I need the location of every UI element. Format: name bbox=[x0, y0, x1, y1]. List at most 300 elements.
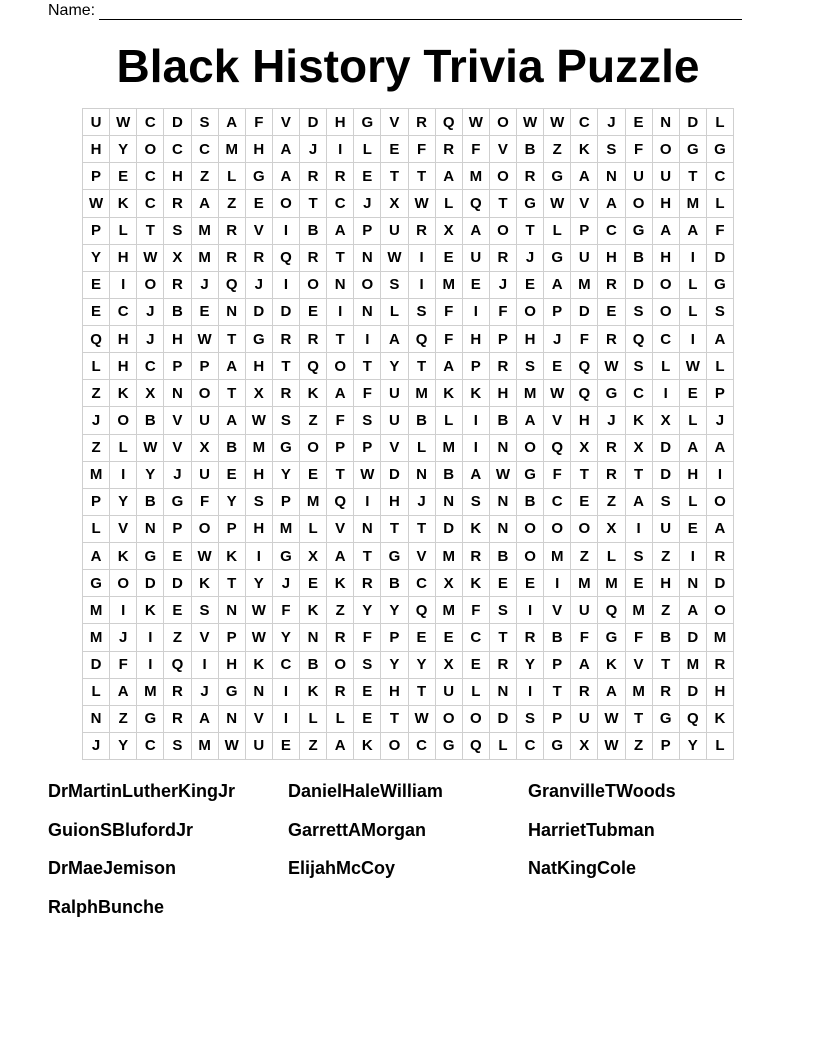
grid-cell[interactable]: I bbox=[273, 218, 300, 245]
grid-cell[interactable]: T bbox=[680, 163, 707, 190]
grid-cell[interactable]: U bbox=[436, 679, 463, 706]
grid-cell[interactable]: N bbox=[219, 299, 246, 326]
grid-cell[interactable]: S bbox=[192, 109, 219, 136]
grid-cell[interactable]: T bbox=[219, 380, 246, 407]
grid-cell[interactable]: N bbox=[653, 109, 680, 136]
grid-cell[interactable]: U bbox=[571, 245, 598, 272]
grid-cell[interactable]: C bbox=[137, 109, 164, 136]
grid-cell[interactable]: D bbox=[571, 299, 598, 326]
grid-cell[interactable]: A bbox=[598, 679, 625, 706]
grid-cell[interactable]: W bbox=[490, 462, 517, 489]
grid-cell[interactable]: X bbox=[246, 380, 273, 407]
grid-cell[interactable]: L bbox=[409, 435, 436, 462]
grid-cell[interactable]: I bbox=[680, 543, 707, 570]
grid-cell[interactable]: E bbox=[463, 272, 490, 299]
grid-cell[interactable]: R bbox=[490, 652, 517, 679]
grid-cell[interactable]: C bbox=[137, 353, 164, 380]
grid-cell[interactable]: L bbox=[110, 435, 137, 462]
grid-cell[interactable]: J bbox=[490, 272, 517, 299]
grid-cell[interactable]: L bbox=[381, 299, 408, 326]
grid-cell[interactable]: L bbox=[83, 679, 110, 706]
grid-cell[interactable]: W bbox=[544, 109, 571, 136]
grid-cell[interactable]: H bbox=[246, 516, 273, 543]
grid-cell[interactable]: X bbox=[436, 652, 463, 679]
grid-cell[interactable]: E bbox=[300, 462, 327, 489]
grid-cell[interactable]: F bbox=[436, 326, 463, 353]
grid-cell[interactable]: Y bbox=[110, 733, 137, 760]
grid-cell[interactable]: X bbox=[300, 543, 327, 570]
grid-cell[interactable]: G bbox=[598, 380, 625, 407]
grid-cell[interactable]: I bbox=[137, 624, 164, 651]
grid-cell[interactable]: I bbox=[327, 299, 354, 326]
grid-cell[interactable]: C bbox=[409, 570, 436, 597]
grid-cell[interactable]: M bbox=[83, 624, 110, 651]
grid-cell[interactable]: K bbox=[626, 407, 653, 434]
grid-cell[interactable]: A bbox=[219, 353, 246, 380]
grid-cell[interactable]: W bbox=[354, 462, 381, 489]
grid-cell[interactable]: F bbox=[273, 597, 300, 624]
grid-cell[interactable]: X bbox=[571, 733, 598, 760]
grid-cell[interactable]: U bbox=[626, 163, 653, 190]
grid-cell[interactable]: H bbox=[246, 462, 273, 489]
grid-cell[interactable]: T bbox=[409, 516, 436, 543]
grid-cell[interactable]: R bbox=[246, 245, 273, 272]
grid-cell[interactable]: L bbox=[680, 299, 707, 326]
grid-cell[interactable]: M bbox=[707, 624, 734, 651]
grid-cell[interactable]: L bbox=[707, 733, 734, 760]
grid-cell[interactable]: B bbox=[219, 435, 246, 462]
grid-cell[interactable]: O bbox=[490, 109, 517, 136]
grid-cell[interactable]: V bbox=[273, 109, 300, 136]
grid-cell[interactable]: L bbox=[300, 516, 327, 543]
grid-cell[interactable]: L bbox=[680, 407, 707, 434]
grid-cell[interactable]: V bbox=[246, 706, 273, 733]
grid-cell[interactable]: T bbox=[653, 652, 680, 679]
grid-cell[interactable]: J bbox=[164, 462, 191, 489]
grid-cell[interactable]: X bbox=[436, 570, 463, 597]
grid-cell[interactable]: I bbox=[273, 679, 300, 706]
grid-cell[interactable]: E bbox=[246, 190, 273, 217]
grid-cell[interactable]: K bbox=[110, 190, 137, 217]
grid-cell[interactable]: N bbox=[300, 624, 327, 651]
grid-cell[interactable]: V bbox=[192, 624, 219, 651]
grid-cell[interactable]: K bbox=[300, 380, 327, 407]
grid-cell[interactable]: K bbox=[463, 570, 490, 597]
grid-cell[interactable]: R bbox=[219, 245, 246, 272]
grid-cell[interactable]: G bbox=[517, 190, 544, 217]
grid-cell[interactable]: N bbox=[354, 516, 381, 543]
grid-cell[interactable]: F bbox=[354, 380, 381, 407]
grid-cell[interactable]: M bbox=[83, 462, 110, 489]
grid-cell[interactable]: R bbox=[409, 218, 436, 245]
grid-cell[interactable]: H bbox=[327, 109, 354, 136]
grid-cell[interactable]: Z bbox=[544, 136, 571, 163]
grid-cell[interactable]: X bbox=[436, 218, 463, 245]
grid-cell[interactable]: N bbox=[354, 299, 381, 326]
grid-cell[interactable]: O bbox=[544, 516, 571, 543]
grid-cell[interactable]: S bbox=[626, 353, 653, 380]
grid-cell[interactable]: T bbox=[381, 706, 408, 733]
grid-cell[interactable]: G bbox=[517, 462, 544, 489]
grid-cell[interactable]: O bbox=[653, 272, 680, 299]
grid-cell[interactable]: Z bbox=[327, 597, 354, 624]
grid-cell[interactable]: N bbox=[219, 597, 246, 624]
grid-cell[interactable]: L bbox=[300, 706, 327, 733]
grid-cell[interactable]: Q bbox=[219, 272, 246, 299]
grid-cell[interactable]: T bbox=[354, 353, 381, 380]
grid-cell[interactable]: G bbox=[273, 435, 300, 462]
grid-cell[interactable]: F bbox=[571, 326, 598, 353]
grid-cell[interactable]: F bbox=[626, 624, 653, 651]
grid-cell[interactable]: E bbox=[110, 163, 137, 190]
grid-cell[interactable]: B bbox=[517, 136, 544, 163]
grid-cell[interactable]: F bbox=[192, 489, 219, 516]
grid-cell[interactable]: N bbox=[327, 272, 354, 299]
grid-cell[interactable]: C bbox=[110, 299, 137, 326]
grid-cell[interactable]: B bbox=[626, 245, 653, 272]
grid-cell[interactable]: O bbox=[436, 706, 463, 733]
grid-cell[interactable]: K bbox=[192, 570, 219, 597]
grid-cell[interactable]: T bbox=[381, 516, 408, 543]
grid-cell[interactable]: A bbox=[517, 407, 544, 434]
grid-cell[interactable]: G bbox=[137, 706, 164, 733]
grid-cell[interactable]: E bbox=[219, 462, 246, 489]
grid-cell[interactable]: O bbox=[327, 652, 354, 679]
grid-cell[interactable]: D bbox=[246, 299, 273, 326]
grid-cell[interactable]: H bbox=[381, 489, 408, 516]
grid-cell[interactable]: D bbox=[680, 109, 707, 136]
grid-cell[interactable]: M bbox=[626, 679, 653, 706]
grid-cell[interactable]: J bbox=[300, 136, 327, 163]
grid-cell[interactable]: W bbox=[137, 435, 164, 462]
grid-cell[interactable]: S bbox=[517, 353, 544, 380]
grid-cell[interactable]: A bbox=[436, 163, 463, 190]
grid-cell[interactable]: N bbox=[490, 516, 517, 543]
grid-cell[interactable]: G bbox=[626, 218, 653, 245]
grid-cell[interactable]: D bbox=[626, 272, 653, 299]
grid-cell[interactable]: K bbox=[436, 380, 463, 407]
grid-cell[interactable]: I bbox=[273, 706, 300, 733]
grid-cell[interactable]: A bbox=[436, 353, 463, 380]
grid-cell[interactable]: E bbox=[680, 380, 707, 407]
grid-cell[interactable]: R bbox=[327, 163, 354, 190]
grid-cell[interactable]: N bbox=[137, 516, 164, 543]
grid-cell[interactable]: R bbox=[707, 652, 734, 679]
grid-cell[interactable]: X bbox=[571, 435, 598, 462]
grid-cell[interactable]: V bbox=[626, 652, 653, 679]
grid-cell[interactable]: L bbox=[110, 218, 137, 245]
grid-cell[interactable]: Z bbox=[83, 380, 110, 407]
grid-cell[interactable]: Y bbox=[409, 652, 436, 679]
grid-cell[interactable]: F bbox=[544, 462, 571, 489]
grid-cell[interactable]: R bbox=[409, 109, 436, 136]
grid-cell[interactable]: T bbox=[273, 353, 300, 380]
grid-cell[interactable]: T bbox=[409, 163, 436, 190]
grid-cell[interactable]: J bbox=[192, 679, 219, 706]
grid-cell[interactable]: M bbox=[300, 489, 327, 516]
grid-cell[interactable]: J bbox=[246, 272, 273, 299]
grid-cell[interactable]: I bbox=[192, 652, 219, 679]
grid-cell[interactable]: H bbox=[110, 353, 137, 380]
grid-cell[interactable]: R bbox=[653, 679, 680, 706]
grid-cell[interactable]: V bbox=[490, 136, 517, 163]
grid-cell[interactable]: Z bbox=[653, 543, 680, 570]
grid-cell[interactable]: J bbox=[598, 109, 625, 136]
grid-cell[interactable]: R bbox=[463, 543, 490, 570]
grid-cell[interactable]: L bbox=[354, 136, 381, 163]
grid-cell[interactable]: Y bbox=[381, 597, 408, 624]
grid-cell[interactable]: C bbox=[463, 624, 490, 651]
grid-cell[interactable]: R bbox=[164, 706, 191, 733]
grid-cell[interactable]: X bbox=[192, 435, 219, 462]
grid-cell[interactable]: R bbox=[327, 679, 354, 706]
grid-cell[interactable]: C bbox=[327, 190, 354, 217]
grid-cell[interactable]: A bbox=[381, 326, 408, 353]
grid-cell[interactable]: C bbox=[653, 326, 680, 353]
grid-cell[interactable]: T bbox=[219, 570, 246, 597]
grid-cell[interactable]: Y bbox=[517, 652, 544, 679]
grid-cell[interactable]: Q bbox=[544, 435, 571, 462]
grid-cell[interactable]: G bbox=[653, 706, 680, 733]
grid-cell[interactable]: W bbox=[192, 543, 219, 570]
grid-cell[interactable]: P bbox=[354, 218, 381, 245]
grid-cell[interactable]: P bbox=[273, 489, 300, 516]
grid-cell[interactable]: V bbox=[110, 516, 137, 543]
grid-cell[interactable]: Q bbox=[598, 597, 625, 624]
grid-cell[interactable]: Q bbox=[680, 706, 707, 733]
grid-cell[interactable]: N bbox=[246, 679, 273, 706]
grid-cell[interactable]: G bbox=[544, 163, 571, 190]
grid-cell[interactable]: M bbox=[409, 380, 436, 407]
grid-cell[interactable]: Q bbox=[436, 109, 463, 136]
grid-cell[interactable]: T bbox=[409, 679, 436, 706]
grid-cell[interactable]: F bbox=[354, 624, 381, 651]
grid-cell[interactable]: T bbox=[327, 462, 354, 489]
grid-cell[interactable]: W bbox=[544, 380, 571, 407]
grid-cell[interactable]: I bbox=[327, 136, 354, 163]
grid-cell[interactable]: D bbox=[436, 516, 463, 543]
grid-cell[interactable]: H bbox=[707, 679, 734, 706]
grid-cell[interactable]: G bbox=[354, 109, 381, 136]
grid-cell[interactable]: T bbox=[327, 245, 354, 272]
grid-cell[interactable]: C bbox=[409, 733, 436, 760]
grid-cell[interactable]: N bbox=[409, 462, 436, 489]
grid-cell[interactable]: E bbox=[517, 272, 544, 299]
grid-cell[interactable]: Z bbox=[219, 190, 246, 217]
grid-cell[interactable]: A bbox=[680, 597, 707, 624]
grid-cell[interactable]: W bbox=[409, 190, 436, 217]
grid-cell[interactable]: N bbox=[164, 380, 191, 407]
grid-cell[interactable]: D bbox=[653, 462, 680, 489]
grid-cell[interactable]: D bbox=[680, 624, 707, 651]
grid-cell[interactable]: E bbox=[354, 163, 381, 190]
grid-cell[interactable]: W bbox=[544, 190, 571, 217]
grid-cell[interactable]: M bbox=[436, 435, 463, 462]
grid-cell[interactable]: Q bbox=[463, 190, 490, 217]
grid-cell[interactable]: O bbox=[463, 706, 490, 733]
grid-cell[interactable]: R bbox=[164, 679, 191, 706]
grid-cell[interactable]: U bbox=[653, 163, 680, 190]
grid-cell[interactable]: H bbox=[571, 407, 598, 434]
grid-cell[interactable]: J bbox=[137, 299, 164, 326]
grid-cell[interactable]: A bbox=[653, 218, 680, 245]
grid-cell[interactable]: D bbox=[137, 570, 164, 597]
grid-cell[interactable]: C bbox=[707, 163, 734, 190]
grid-cell[interactable]: E bbox=[381, 136, 408, 163]
grid-cell[interactable]: O bbox=[110, 570, 137, 597]
grid-cell[interactable]: T bbox=[409, 353, 436, 380]
grid-cell[interactable]: I bbox=[273, 272, 300, 299]
grid-cell[interactable]: R bbox=[598, 435, 625, 462]
grid-cell[interactable]: K bbox=[300, 597, 327, 624]
grid-cell[interactable]: Q bbox=[571, 380, 598, 407]
grid-cell[interactable]: K bbox=[707, 706, 734, 733]
grid-cell[interactable]: U bbox=[381, 407, 408, 434]
grid-cell[interactable]: A bbox=[680, 435, 707, 462]
grid-cell[interactable]: L bbox=[490, 733, 517, 760]
grid-cell[interactable]: U bbox=[653, 516, 680, 543]
grid-cell[interactable]: S bbox=[626, 543, 653, 570]
grid-cell[interactable]: K bbox=[300, 679, 327, 706]
grid-cell[interactable]: T bbox=[544, 679, 571, 706]
grid-cell[interactable]: E bbox=[354, 706, 381, 733]
grid-cell[interactable]: B bbox=[300, 218, 327, 245]
grid-cell[interactable]: N bbox=[490, 679, 517, 706]
grid-cell[interactable]: F bbox=[463, 136, 490, 163]
grid-cell[interactable]: M bbox=[192, 245, 219, 272]
grid-cell[interactable]: A bbox=[327, 733, 354, 760]
grid-cell[interactable]: R bbox=[354, 570, 381, 597]
name-line[interactable] bbox=[99, 5, 742, 20]
grid-cell[interactable]: C bbox=[544, 489, 571, 516]
grid-cell[interactable]: S bbox=[354, 407, 381, 434]
grid-cell[interactable]: C bbox=[164, 136, 191, 163]
grid-cell[interactable]: M bbox=[680, 190, 707, 217]
grid-cell[interactable]: H bbox=[653, 190, 680, 217]
grid-cell[interactable]: O bbox=[137, 136, 164, 163]
grid-cell[interactable]: B bbox=[409, 407, 436, 434]
grid-cell[interactable]: R bbox=[707, 543, 734, 570]
grid-cell[interactable]: N bbox=[219, 706, 246, 733]
grid-cell[interactable]: S bbox=[381, 272, 408, 299]
grid-cell[interactable]: E bbox=[490, 570, 517, 597]
grid-cell[interactable]: U bbox=[83, 109, 110, 136]
grid-cell[interactable]: H bbox=[246, 353, 273, 380]
grid-cell[interactable]: I bbox=[409, 272, 436, 299]
grid-cell[interactable]: A bbox=[110, 679, 137, 706]
grid-cell[interactable]: L bbox=[707, 190, 734, 217]
grid-cell[interactable]: E bbox=[436, 245, 463, 272]
grid-cell[interactable]: Z bbox=[300, 407, 327, 434]
grid-cell[interactable]: H bbox=[381, 679, 408, 706]
grid-cell[interactable]: V bbox=[381, 109, 408, 136]
grid-cell[interactable]: G bbox=[246, 326, 273, 353]
grid-cell[interactable]: F bbox=[327, 407, 354, 434]
grid-cell[interactable]: P bbox=[83, 163, 110, 190]
grid-cell[interactable]: R bbox=[517, 163, 544, 190]
grid-cell[interactable]: V bbox=[246, 218, 273, 245]
grid-cell[interactable]: H bbox=[246, 136, 273, 163]
grid-cell[interactable]: S bbox=[409, 299, 436, 326]
grid-cell[interactable]: G bbox=[598, 624, 625, 651]
grid-cell[interactable]: H bbox=[164, 163, 191, 190]
grid-cell[interactable]: I bbox=[680, 245, 707, 272]
grid-cell[interactable]: C bbox=[273, 652, 300, 679]
grid-cell[interactable]: L bbox=[707, 353, 734, 380]
grid-cell[interactable]: R bbox=[490, 353, 517, 380]
grid-cell[interactable]: H bbox=[110, 326, 137, 353]
grid-cell[interactable]: U bbox=[381, 380, 408, 407]
grid-cell[interactable]: R bbox=[517, 624, 544, 651]
grid-cell[interactable]: F bbox=[490, 299, 517, 326]
grid-cell[interactable]: M bbox=[598, 570, 625, 597]
grid-cell[interactable]: A bbox=[463, 462, 490, 489]
grid-cell[interactable]: A bbox=[571, 652, 598, 679]
grid-cell[interactable]: N bbox=[83, 706, 110, 733]
grid-cell[interactable]: S bbox=[626, 299, 653, 326]
grid-cell[interactable]: J bbox=[273, 570, 300, 597]
grid-cell[interactable]: W bbox=[381, 245, 408, 272]
grid-cell[interactable]: Y bbox=[273, 624, 300, 651]
grid-cell[interactable]: V bbox=[164, 407, 191, 434]
grid-cell[interactable]: A bbox=[626, 489, 653, 516]
grid-cell[interactable]: A bbox=[327, 380, 354, 407]
grid-cell[interactable]: E bbox=[626, 570, 653, 597]
grid-cell[interactable]: P bbox=[544, 652, 571, 679]
grid-cell[interactable]: P bbox=[544, 706, 571, 733]
grid-cell[interactable]: G bbox=[246, 163, 273, 190]
grid-cell[interactable]: T bbox=[327, 326, 354, 353]
grid-cell[interactable]: T bbox=[219, 326, 246, 353]
grid-cell[interactable]: T bbox=[490, 190, 517, 217]
grid-cell[interactable]: R bbox=[598, 462, 625, 489]
grid-cell[interactable]: P bbox=[219, 516, 246, 543]
grid-cell[interactable]: U bbox=[463, 245, 490, 272]
grid-cell[interactable]: D bbox=[490, 706, 517, 733]
grid-cell[interactable]: E bbox=[83, 299, 110, 326]
grid-cell[interactable]: G bbox=[544, 733, 571, 760]
grid-cell[interactable]: M bbox=[680, 652, 707, 679]
grid-cell[interactable]: S bbox=[164, 733, 191, 760]
grid-cell[interactable]: L bbox=[327, 706, 354, 733]
grid-cell[interactable]: B bbox=[490, 543, 517, 570]
grid-cell[interactable]: I bbox=[463, 435, 490, 462]
grid-cell[interactable]: I bbox=[680, 326, 707, 353]
grid-cell[interactable]: I bbox=[110, 272, 137, 299]
grid-cell[interactable]: B bbox=[137, 489, 164, 516]
grid-cell[interactable]: R bbox=[327, 624, 354, 651]
grid-cell[interactable]: F bbox=[463, 597, 490, 624]
grid-cell[interactable]: S bbox=[273, 407, 300, 434]
grid-cell[interactable]: Y bbox=[137, 462, 164, 489]
grid-cell[interactable]: P bbox=[571, 218, 598, 245]
grid-cell[interactable]: D bbox=[273, 299, 300, 326]
grid-cell[interactable]: M bbox=[137, 679, 164, 706]
grid-cell[interactable]: M bbox=[517, 380, 544, 407]
grid-cell[interactable]: B bbox=[137, 407, 164, 434]
grid-cell[interactable]: C bbox=[137, 163, 164, 190]
grid-cell[interactable]: C bbox=[517, 733, 544, 760]
grid-cell[interactable]: S bbox=[707, 299, 734, 326]
grid-cell[interactable]: T bbox=[626, 706, 653, 733]
grid-cell[interactable]: N bbox=[436, 489, 463, 516]
grid-cell[interactable]: H bbox=[653, 570, 680, 597]
grid-cell[interactable]: T bbox=[517, 218, 544, 245]
grid-cell[interactable]: X bbox=[653, 407, 680, 434]
grid-cell[interactable]: D bbox=[164, 570, 191, 597]
grid-cell[interactable]: D bbox=[707, 245, 734, 272]
grid-cell[interactable]: D bbox=[680, 679, 707, 706]
